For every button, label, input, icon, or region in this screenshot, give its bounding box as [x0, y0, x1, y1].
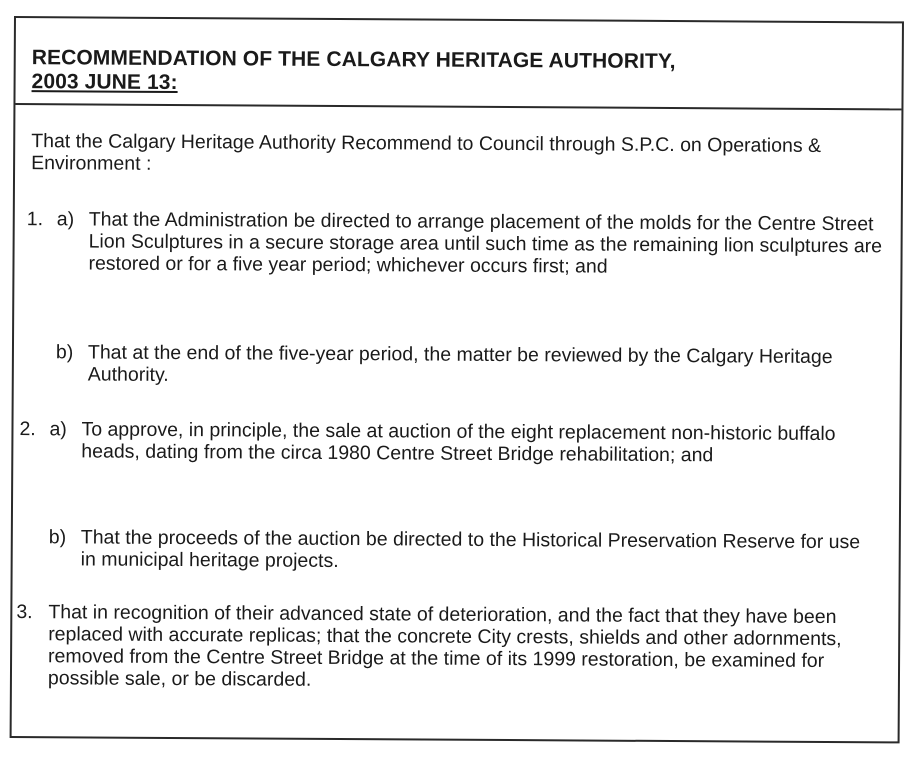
item-text: That at the end of the five-year period, the matter be reviewed by the Calgary Heritage Authority. [87, 341, 833, 386]
list-item [26, 208, 886, 279]
item-text: That in recognition of their advanced state of deterioration, and the fact that they have been replaced with accurate replicas; that the concrete City crests, shields and other adornments, removed from the Centre Street Bridge at the time of its 1999 restoration, be examined for possible sale, or be discarded. [47, 601, 842, 691]
list-item [56, 341, 886, 390]
item-text: To approve, in principle, the sale at auction of the eight replacement non-historic buffalo heads, dating from the circa 1980 Centre Street Bridge rehabilitation; and [81, 418, 836, 467]
item-number: 2. [19, 418, 36, 441]
item-number: 1. [26, 208, 44, 231]
item-letter: a) [49, 418, 67, 441]
heading-box [15, 18, 902, 110]
heading-line-2-date: 2003 JUNE 13: [31, 70, 178, 95]
item-number: 3. [16, 601, 33, 624]
document-frame [10, 16, 904, 743]
list-item [49, 526, 879, 575]
item-letter: a) [56, 208, 75, 231]
item-text: That the Administration be directed to arrange placement of the molds for the Centre Street Lion Sculptures in a secure storage area until such time as the remaining lion sculptures are restored or for a five year period; whichever occurs first; and [88, 208, 883, 278]
heading-line-1: RECOMMENDATION OF THE CALGARY HERITAGE AUTHORITY, [31, 46, 676, 74]
list-item [19, 418, 879, 467]
list-item [16, 601, 877, 694]
item-letter: b) [48, 526, 67, 549]
intro-paragraph: That the Calgary Heritage Authority Recommend to Council through S.P.C. on Operations & Environment : [31, 130, 822, 175]
document-heading [32, 46, 676, 98]
item-text: That the proceeds of the auction be directed to the Historical Preservation Reserve for use in municipal heritage projects. [80, 526, 861, 572]
item-letter: b) [55, 341, 74, 364]
